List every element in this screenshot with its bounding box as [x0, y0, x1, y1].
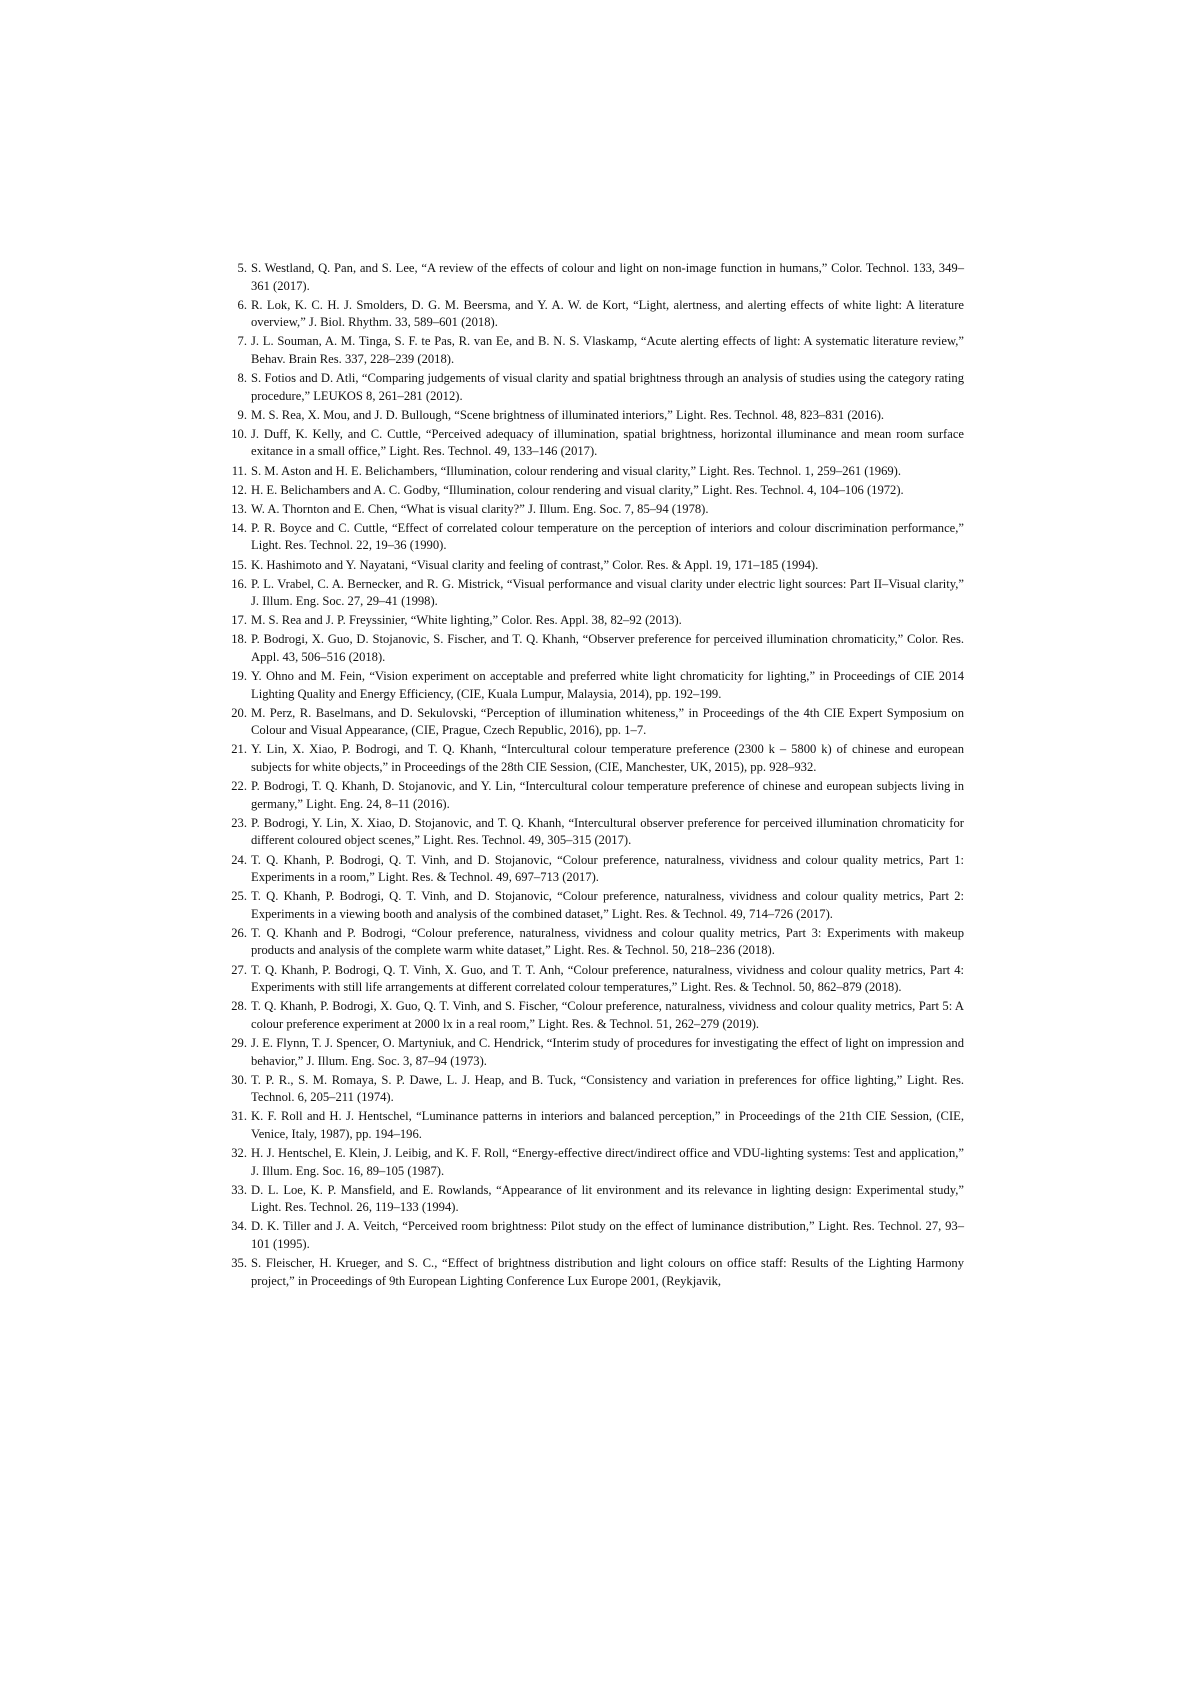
- reference-item: [229, 520, 964, 555]
- reference-item: [229, 1108, 964, 1143]
- reference-text: Y. Ohno and M. Fein, “Vision experiment on acceptable and preferred white light chromaticity for lighting,” in Proceedings of CIE 2014 Lighting Quality and Energy Efficiency, (CIE, Kuala Lumpur, Malaysia, 2014), pp. 192–199.: [251, 669, 964, 701]
- reference-number: 32.: [231, 1146, 247, 1160]
- reference-text: D. K. Tiller and J. A. Veitch, “Perceived room brightness: Pilot study on the effect of luminance distribution,” Light. Res. Technol. 27, 93–101 (1995).: [251, 1219, 964, 1251]
- reference-text: M. S. Rea and J. P. Freyssinier, “White lighting,” Color. Res. Appl. 38, 82–92 (2013).: [251, 613, 682, 628]
- reference-item: [229, 260, 964, 295]
- reference-text: T. Q. Khanh, P. Bodrogi, Q. T. Vinh, and D. Stojanovic, “Colour preference, naturalness, vividness and colour quality metrics, Part 1: Experiments in a room,” Light. Res. & Technol. 49, 697–713 (2017).: [251, 852, 964, 885]
- reference-item: [229, 297, 964, 332]
- reference-list: [229, 260, 964, 1292]
- reference-text: P. Bodrogi, T. Q. Khanh, D. Stojanovic, and Y. Lin, “Intercultural colour temperature preference of chinese and european subjects living in germany,” Light. Eng. 24, 8–11 (2016).: [251, 779, 964, 811]
- reference-item: [229, 631, 964, 666]
- reference-text: P. R. Boyce and C. Cuttle, “Effect of correlated colour temperature on the perception of interiors and colour discrimination performance,” Light. Res. Technol. 22, 19–36 (1990).: [251, 520, 964, 553]
- reference-text: P. Bodrogi, X. Guo, D. Stojanovic, S. Fischer, and T. Q. Khanh, “Observer preference for perceived illumination chromaticity,” Color. Res. Appl. 43, 506–516 (2018).: [251, 632, 964, 664]
- reference-item: [229, 1145, 964, 1180]
- reference-item: [229, 962, 964, 997]
- reference-number: 14.: [231, 520, 247, 535]
- reference-number: 16.: [231, 576, 247, 591]
- reference-text: K. F. Roll and H. J. Hentschel, “Luminance patterns in interiors and balanced perception,” in Proceedings of the 21th CIE Session, (CIE, Venice, Italy, 1987), pp. 194–196.: [251, 1109, 964, 1141]
- reference-number: 19.: [231, 669, 247, 684]
- reference-item: [229, 557, 964, 575]
- reference-number: 21.: [231, 742, 247, 757]
- reference-number: 12.: [231, 482, 247, 497]
- reference-item: [229, 741, 964, 776]
- reference-number: 34.: [231, 1219, 247, 1234]
- reference-text: S. Fleischer, H. Krueger, and S. C., “Effect of brightness distribution and light colours on office staff: Results of the Lighting Harmony project,” in Proceedings of 9th European Lighting Conference Lux Europe 2001, (Reykjavik,: [251, 1256, 964, 1288]
- reference-text: J. E. Flynn, T. J. Spencer, O. Martyniuk, and C. Hendrick, “Interim study of procedures for investigating the effect of light on impression and behavior,” J. Illum. Eng. Soc. 3, 87–94 (1973).: [251, 1035, 964, 1068]
- reference-number: 18.: [231, 632, 247, 647]
- reference-text: S. Westland, Q. Pan, and S. Lee, “A review of the effects of colour and light on non-image function in humans,” Color. Technol. 133, 349–361 (2017).: [251, 261, 964, 293]
- reference-number: 35.: [231, 1256, 247, 1271]
- reference-item: [229, 705, 964, 740]
- reference-number: 20.: [231, 705, 247, 720]
- reference-text: M. S. Rea, X. Mou, and J. D. Bullough, “Scene brightness of illuminated interiors,” Light. Res. Technol. 48, 823–831 (2016).: [251, 407, 885, 422]
- reference-text: J. L. Souman, A. M. Tinga, S. F. te Pas, R. van Ee, and B. N. S. Vlaskamp, “Acute alerting effects of light: A systematic literature review,” Behav. Brain Res. 337, 228–239 (2018).: [251, 334, 964, 366]
- reference-number: 28.: [231, 999, 247, 1014]
- reference-number: 15.: [231, 557, 247, 572]
- reference-item: [229, 815, 964, 850]
- reference-item: [229, 888, 964, 923]
- reference-text: W. A. Thornton and E. Chen, “What is visual clarity?” J. Illum. Eng. Soc. 7, 85–94 (1978).: [251, 501, 709, 516]
- reference-item: [229, 576, 964, 611]
- reference-number: 25.: [231, 889, 247, 904]
- reference-number: 24.: [231, 852, 247, 867]
- reference-item: [229, 998, 964, 1033]
- reference-number: 11.: [231, 463, 247, 478]
- reference-item: [229, 482, 964, 500]
- reference-text: T. Q. Khanh, P. Bodrogi, X. Guo, Q. T. Vinh, and S. Fischer, “Colour preference, naturalness, vividness and colour quality metrics, Part 5: A colour preference experiment at 2000 lx in a real room,” Light. Res. & Technol. 51, 262–279 (2019).: [251, 999, 964, 1031]
- reference-item: [229, 370, 964, 405]
- reference-number: 6.: [237, 297, 247, 312]
- reference-text: P. L. Vrabel, C. A. Bernecker, and R. G. Mistrick, “Visual performance and visual clarity under electric light sources: Part II–Visual clarity,” J. Illum. Eng. Soc. 27, 29–41 (1998).: [251, 576, 964, 609]
- reference-number: 9.: [237, 407, 247, 422]
- reference-text: R. Lok, K. C. H. J. Smolders, D. G. M. Beersma, and Y. A. W. de Kort, “Light, alertness, and alerting effects of white light: A literature overview,” J. Biol. Rhythm. 33, 589–601 (2018).: [251, 297, 964, 330]
- reference-text: H. E. Belichambers and A. C. Godby, “Illumination, colour rendering and visual clarity,” Light. Res. Technol. 4, 104–106 (1972).: [251, 482, 904, 497]
- reference-number: 26.: [231, 925, 247, 940]
- reference-number: 22.: [231, 779, 247, 794]
- reference-item: [229, 1218, 964, 1253]
- reference-text: S. Fotios and D. Atli, “Comparing judgements of visual clarity and spatial brightness through an analysis of studies using the category rating procedure,” LEUKOS 8, 261–281 (2012).: [251, 371, 964, 403]
- reference-item: [229, 852, 964, 887]
- reference-item: [229, 925, 964, 960]
- reference-item: [229, 1072, 964, 1107]
- reference-item: [229, 426, 964, 461]
- reference-text: T. Q. Khanh and P. Bodrogi, “Colour preference, naturalness, vividness and colour quality metrics, Part 3: Experiments with makeup products and analysis of the complete warm white dataset,” Light. Res. & Technol. 50, 218–236 (2018).: [251, 925, 964, 958]
- reference-item: [229, 501, 964, 519]
- reference-number: 5.: [237, 261, 247, 275]
- reference-number: 29.: [231, 1035, 247, 1050]
- reference-number: 7.: [237, 334, 247, 349]
- reference-text: T. Q. Khanh, P. Bodrogi, Q. T. Vinh, X. Guo, and T. T. Anh, “Colour preference, naturalness, vividness and colour quality metrics, Part 4: Experiments with still life arrangements at different correlated colour temperatures,” Light. Res. & Technol. 50, 862–879 (2018).: [251, 962, 964, 995]
- reference-number: 30.: [231, 1072, 247, 1087]
- reference-number: 33.: [231, 1182, 247, 1197]
- reference-item: [229, 612, 964, 630]
- reference-number: 8.: [237, 371, 247, 386]
- reference-text: J. Duff, K. Kelly, and C. Cuttle, “Perceived adequacy of illumination, spatial brightness, horizontal illuminance and mean room surface exitance in a small office,” Light. Res. Technol. 49, 133–146 (2017).: [251, 426, 964, 459]
- reference-item: [229, 1182, 964, 1217]
- reference-number: 31.: [231, 1109, 247, 1124]
- reference-number: 13.: [231, 501, 247, 516]
- reference-text: M. Perz, R. Baselmans, and D. Sekulovski, “Perception of illumination whiteness,” in Proceedings of the 4th CIE Expert Symposium on Colour and Visual Appearance, (CIE, Prague, Czech Republic, 2016), pp. 1–7.: [251, 705, 964, 738]
- reference-item: [229, 668, 964, 703]
- reference-text: S. M. Aston and H. E. Belichambers, “Illumination, colour rendering and visual clarity,” Light. Res. Technol. 1, 259–261 (1969).: [251, 463, 902, 478]
- reference-text: D. L. Loe, K. P. Mansfield, and E. Rowlands, “Appearance of lit environment and its relevance in lighting design: Experimental study,” Light. Res. Technol. 26, 119–133 (1994).: [251, 1182, 964, 1215]
- reference-number: 17.: [231, 613, 247, 628]
- reference-item: [229, 1255, 964, 1290]
- reference-text: K. Hashimoto and Y. Nayatani, “Visual clarity and feeling of contrast,” Color. Res. & Appl. 19, 171–185 (1994).: [251, 557, 819, 572]
- reference-number: 27.: [231, 962, 247, 977]
- reference-text: H. J. Hentschel, E. Klein, J. Leibig, and K. F. Roll, “Energy-effective direct/indirect office and VDU-lighting systems: Test and application,” J. Illum. Eng. Soc. 16, 89–105 (1987).: [251, 1146, 964, 1178]
- reference-number: 10.: [231, 426, 247, 441]
- reference-text: T. P. R., S. M. Romaya, S. P. Dawe, L. J. Heap, and B. Tuck, “Consistency and variation in preferences for office lighting,” Light. Res. Technol. 6, 205–211 (1974).: [251, 1072, 964, 1105]
- reference-item: [229, 333, 964, 368]
- reference-text: T. Q. Khanh, P. Bodrogi, Q. T. Vinh, and D. Stojanovic, “Colour preference, naturalness, vividness and colour quality metrics, Part 2: Experiments in a viewing booth and analysis of the combined dataset,” Light. Res. & Technol. 49, 714–726 (2017).: [251, 889, 964, 921]
- reference-item: [229, 1035, 964, 1070]
- reference-text: P. Bodrogi, Y. Lin, X. Xiao, D. Stojanovic, and T. Q. Khanh, “Intercultural observer preference for perceived illumination chromaticity for different coloured object scenes,” Light. Res. Technol. 49, 305–315 (2017).: [251, 815, 964, 848]
- reference-item: [229, 778, 964, 813]
- reference-number: 23.: [231, 815, 247, 830]
- reference-text: Y. Lin, X. Xiao, P. Bodrogi, and T. Q. Khanh, “Intercultural colour temperature preference (2300 k – 5800 k) of chinese and european subjects for white objects,” in Proceedings of the 28th CIE Session, (CIE, Manchester, UK, 2015), pp. 928–932.: [251, 742, 964, 775]
- reference-item: [229, 463, 964, 481]
- reference-item: [229, 407, 964, 425]
